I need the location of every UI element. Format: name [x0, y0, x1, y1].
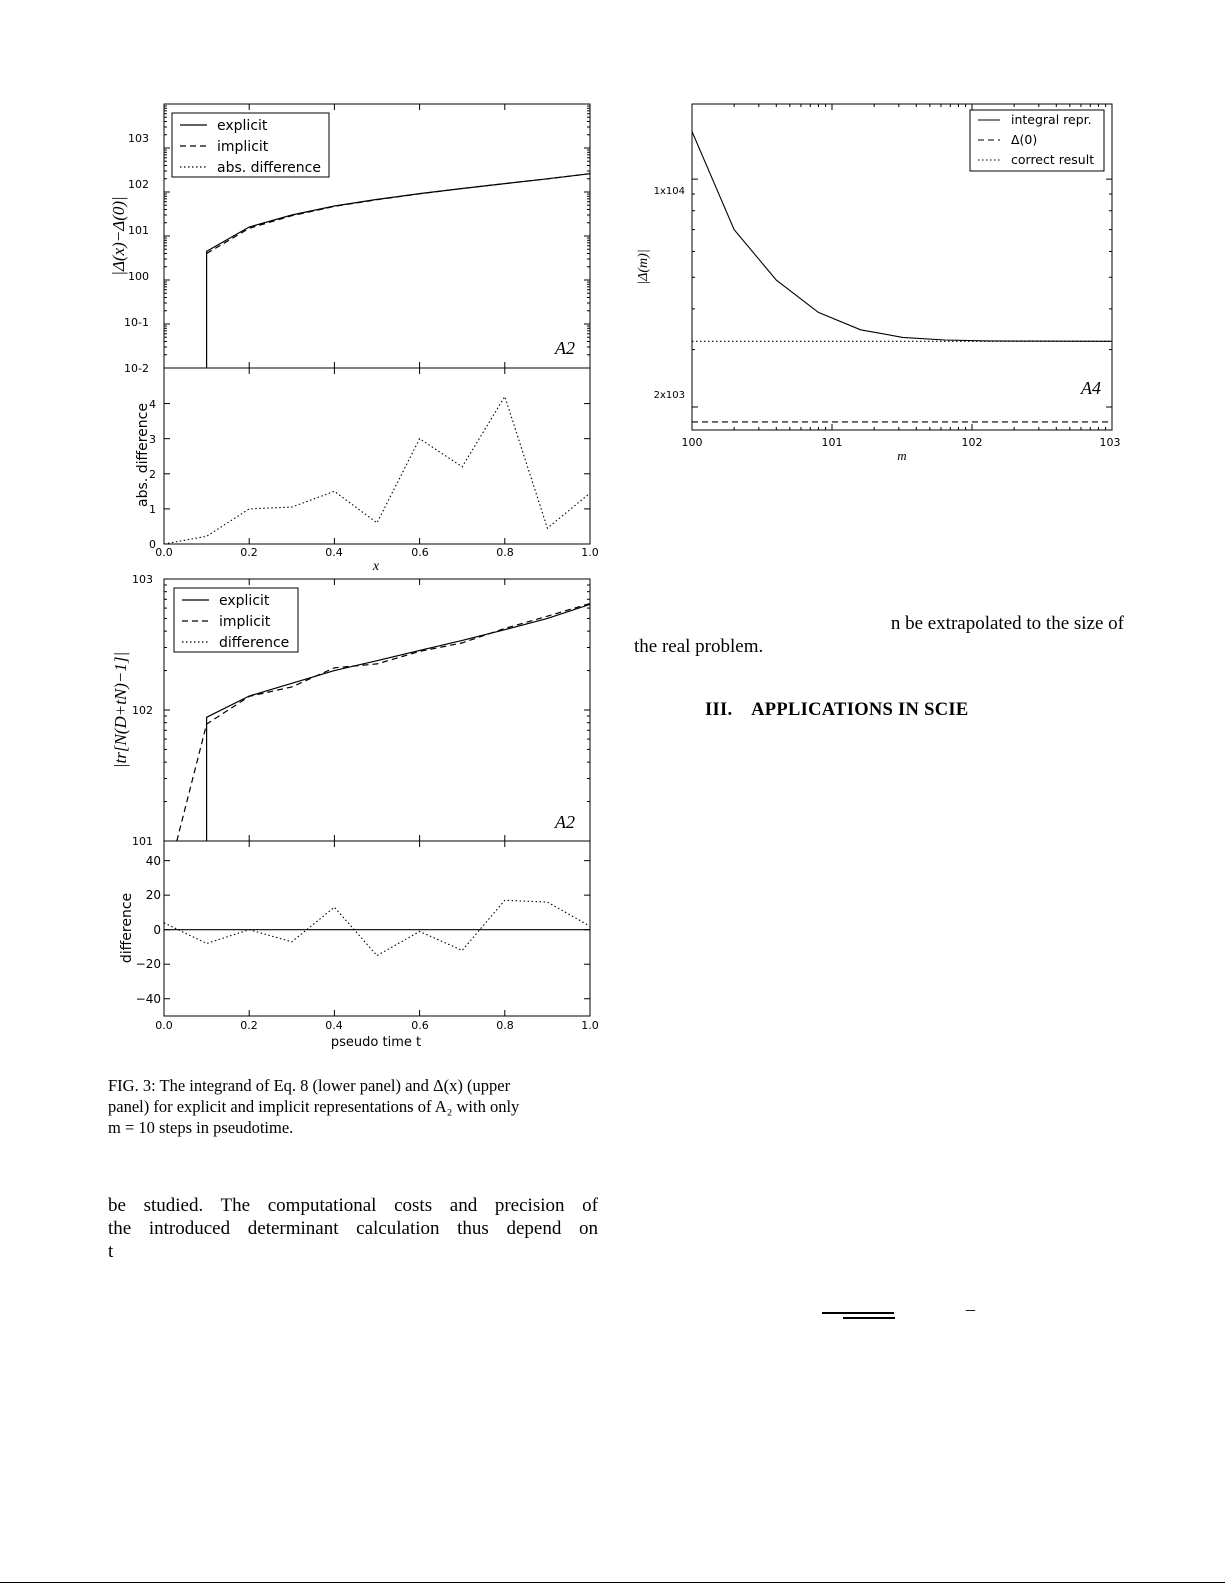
- series-explicit-line: [207, 174, 590, 368]
- series-implicit-line: [207, 174, 590, 254]
- x-tick-label: 0.6: [411, 546, 429, 559]
- caption-line: FIG. 3: The integrand of Eq. 8 (lower panel) and Δ(x) (upper: [108, 1076, 511, 1095]
- y-tick-label: −40: [135, 992, 161, 1006]
- y-tick-label: 10-1: [124, 316, 149, 329]
- caption-line: panel) for explicit and implicit representations of A₂ with only: [108, 1097, 520, 1116]
- tick-marks: [164, 368, 590, 544]
- legend-label: difference: [219, 635, 290, 651]
- x-tick-label: 0.8: [496, 1019, 514, 1032]
- x-tick-label: 0.0: [155, 1019, 173, 1032]
- paragraph-line: the introduced determinant calculation thus depend on: [108, 1218, 598, 1239]
- legend: [174, 588, 298, 652]
- y-tick-label: 4: [149, 398, 156, 411]
- y-tick-label: −20: [135, 957, 161, 971]
- y-tick-label: 100: [128, 270, 149, 283]
- stray-mark: –: [966, 1299, 975, 1319]
- paragraph-line: be studied. The computational costs and precision of: [108, 1195, 598, 1216]
- legend-label: explicit: [217, 118, 268, 134]
- y-axis-label: |Δ(x)−Δ(0)|: [109, 196, 128, 276]
- x-axis-label: pseudo time t: [330, 1035, 422, 1050]
- x-tick-label: 0.8: [496, 546, 514, 559]
- stray-rule: [822, 1312, 894, 1314]
- legend-label: correct result: [1011, 152, 1095, 167]
- tick-marks: [164, 841, 590, 1016]
- x-axis-label: m: [897, 448, 907, 463]
- y-axis-label: |tr[N(D+tN)−1]|: [111, 651, 130, 769]
- y-tick-label: 101: [132, 835, 153, 848]
- page-bottom-rule: [0, 1582, 1225, 1583]
- y-tick-label: 103: [132, 573, 153, 586]
- x-tick-label: 0.0: [155, 546, 173, 559]
- paragraph-line: n be extrapolated to the size of: [890, 613, 1124, 634]
- chart-trace-log: [111, 573, 590, 848]
- chart-abs-difference: [135, 368, 599, 574]
- y-tick-label: 10-2: [124, 362, 149, 375]
- legend-label: explicit: [219, 593, 270, 609]
- panel-annotation: A2: [555, 812, 575, 832]
- legend-label: implicit: [219, 614, 271, 630]
- x-tick-label: 102: [961, 436, 983, 449]
- y-tick-label: 40: [145, 854, 161, 868]
- chart-difference: [119, 841, 599, 1050]
- plot-frame: [164, 368, 590, 544]
- figure-caption: [108, 1075, 598, 1138]
- y-tick-label: 1x104: [653, 186, 685, 197]
- x-tick-label: 0.2: [240, 546, 258, 559]
- legend-label: Δ(0): [1011, 132, 1038, 147]
- y-axis-label: abs. difference: [135, 403, 151, 507]
- chart-delta-m: [636, 104, 1121, 463]
- x-tick-label: 1.0: [581, 1019, 599, 1032]
- y-tick-label: 102: [128, 178, 149, 191]
- paragraph-line: the real problem.: [634, 636, 764, 657]
- legend-label: abs. difference: [217, 160, 321, 176]
- x-tick-label: 103: [1099, 436, 1121, 449]
- x-tick-label: 0.4: [325, 546, 343, 559]
- chart-delta-x-log: [109, 104, 590, 375]
- caption-line: m = 10 steps in pseudotime.: [108, 1118, 294, 1137]
- paragraph-line: t: [108, 1241, 114, 1262]
- y-tick-label: 0: [153, 923, 161, 937]
- plot-frame: [164, 841, 590, 1016]
- series-difference-line: [164, 900, 590, 955]
- y-tick-label: 3: [149, 433, 156, 446]
- y-tick-label: 0: [149, 538, 156, 551]
- legend-label: implicit: [217, 139, 269, 155]
- legend-label: integral repr.: [1011, 112, 1092, 127]
- x-tick-label: 0.6: [411, 1019, 429, 1032]
- stray-rule: [843, 1317, 895, 1319]
- y-axis-label: difference: [119, 892, 135, 964]
- x-axis-label: x: [372, 559, 380, 574]
- panel-annotation: A4: [1081, 378, 1101, 398]
- section-heading: III. APPLICATIONS IN SCIE: [705, 700, 969, 720]
- x-tick-label: 0.4: [325, 1019, 343, 1032]
- x-tick-label: 1.0: [581, 546, 599, 559]
- series-abs-difference-line: [164, 397, 590, 545]
- y-tick-label: 102: [132, 704, 153, 717]
- x-tick-label: 101: [821, 436, 843, 449]
- panel-annotation: A2: [555, 338, 575, 358]
- y-tick-label: 103: [128, 132, 149, 145]
- legend: [970, 110, 1104, 171]
- y-axis-label: |Δ(m)|: [636, 249, 651, 285]
- y-tick-label: 101: [128, 224, 149, 237]
- y-tick-label: 2x103: [653, 390, 685, 401]
- x-tick-label: 0.2: [240, 1019, 258, 1032]
- y-tick-label: 2: [149, 468, 156, 481]
- right-column-paragraph: [634, 612, 1124, 658]
- left-column-paragraph: [108, 1194, 598, 1263]
- y-tick-label: 1: [149, 503, 156, 516]
- legend: [172, 113, 329, 177]
- y-tick-label: 20: [145, 888, 161, 902]
- x-tick-label: 100: [681, 436, 703, 449]
